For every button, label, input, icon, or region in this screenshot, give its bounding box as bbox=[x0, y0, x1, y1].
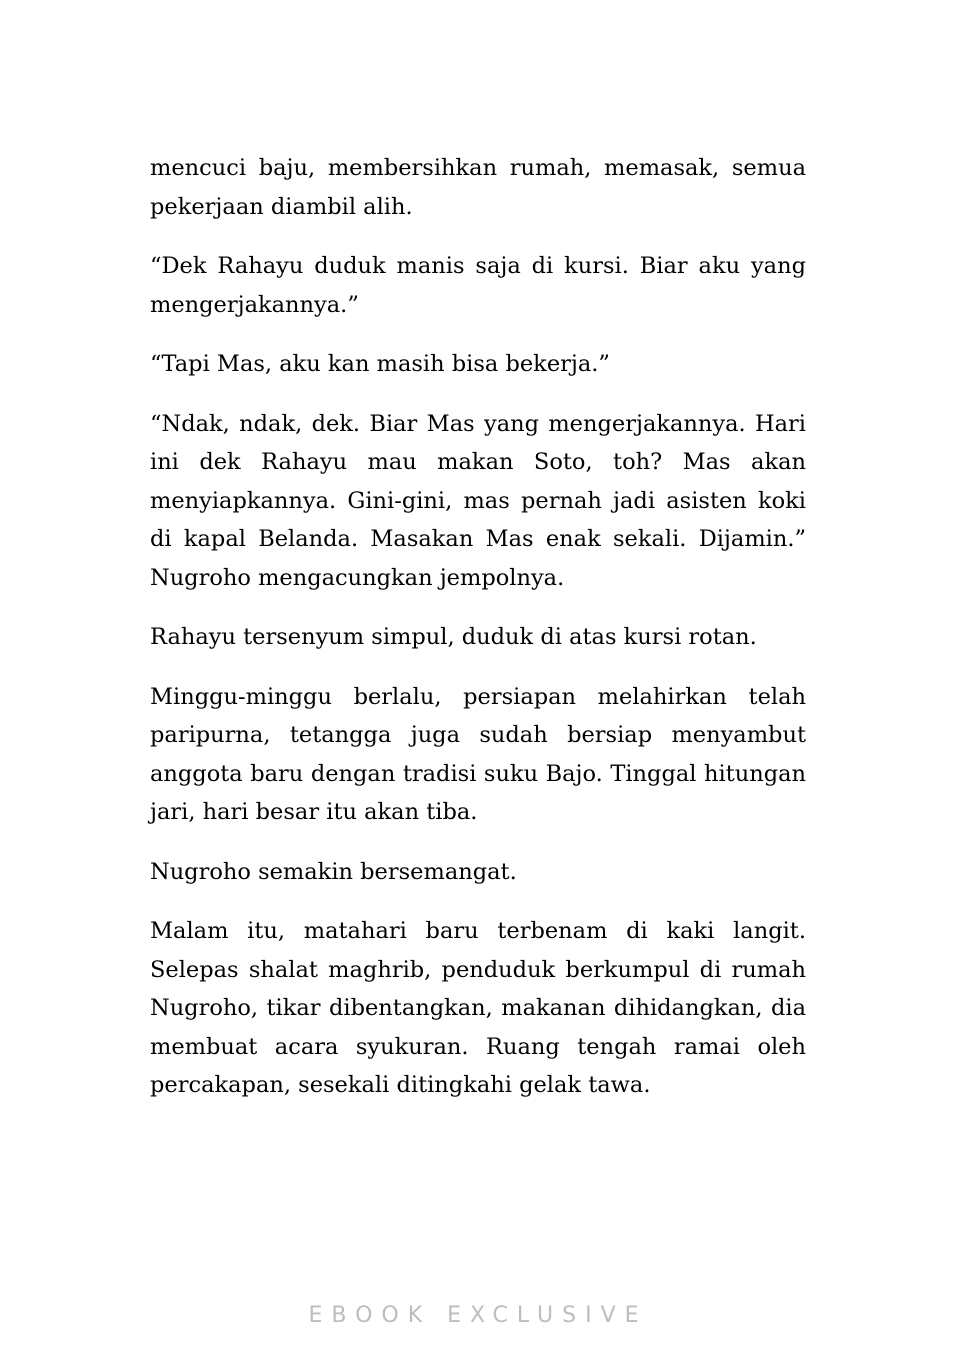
paragraph: Malam itu, matahari baru terbenam di kaki langit. Selepas shalat maghrib, penduduk berkumpul di rumah Nugroho, tikar dibentangkan, makanan dihidangkan, dia membuat acara syukuran. Ruang tengah ramai oleh percakapan, sesekali ditingkahi gelak tawa. bbox=[150, 918, 806, 1098]
page-body bbox=[150, 149, 806, 1126]
paragraph: “Dek Rahayu duduk manis saja di kursi. Biar aku yang mengerjakannya.” bbox=[150, 253, 806, 318]
paragraph: mencuci baju, membersihkan rumah, memasak, semua pekerjaan diambil alih. bbox=[150, 155, 806, 220]
paragraph: Minggu-minggu berlalu, persiapan melahirkan telah paripurna, tetangga juga sudah bersiap menyambut anggota baru dengan tradisi suku Bajo. Tinggal hitungan jari, hari besar itu akan tiba. bbox=[150, 683, 806, 825]
paragraph: Rahayu tersenyum simpul, duduk di atas kursi rotan. bbox=[150, 624, 757, 650]
paragraph: Nugroho semakin bersemangat. bbox=[150, 858, 517, 885]
paragraph: “Tapi Mas, aku kan masih bisa bekerja.” bbox=[150, 351, 610, 377]
paragraph: “Ndak, ndak, dek. Biar Mas yang mengerjakannya. Hari ini dek Rahayu mau makan Soto, toh? Mas akan menyiapkannya. Gini-gini, mas pernah jadi asisten koki di kapal Belanda. Masakan Mas enak sekali. Dijamin.” Nugroho mengacungkan jempolnya. bbox=[150, 410, 806, 591]
footer-label: EBOOK EXCLUSIVE bbox=[308, 1303, 648, 1328]
